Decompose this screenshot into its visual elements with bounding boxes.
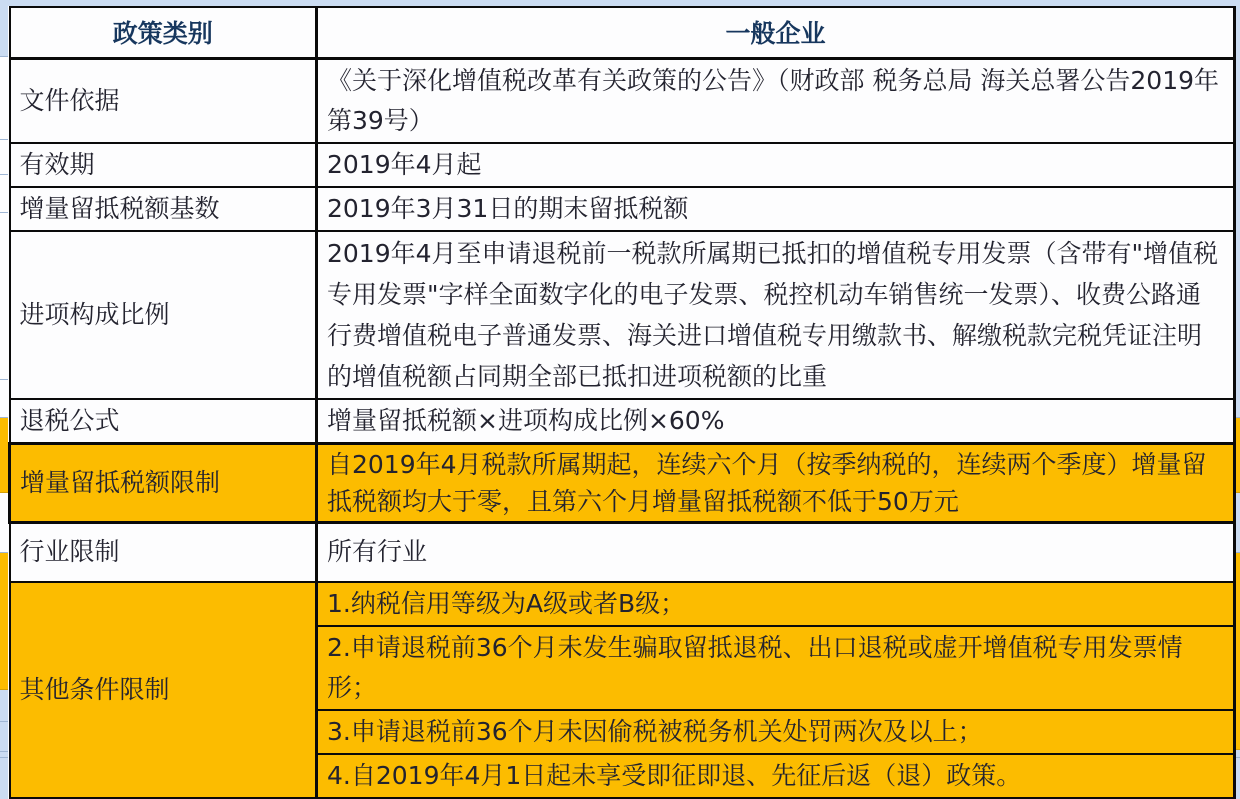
- table-header-row: [10, 7, 1235, 58]
- row-value-other-condition-2[interactable]: 2.申请退税前36个月未发生骗取留抵退税、出口退税或虚开增值税专用发票情形；: [317, 626, 1235, 710]
- row-label-validity-period[interactable]: 有效期: [10, 143, 317, 187]
- margin-cell: [0, 213, 8, 380]
- row-value-document-basis[interactable]: 《关于深化增值税改革有关政策的公告》（财政部 税务总局 海关总署公告2019年第39号）: [317, 58, 1235, 143]
- row-label-input-composition-ratio[interactable]: 进项构成比例: [10, 231, 317, 399]
- table-row-highlighted: [10, 582, 1235, 626]
- row-value-other-condition-4[interactable]: 4.自2019年4月1日起未享受即征即退、先征后返（退）政策。: [317, 754, 1235, 798]
- margin-cell: [0, 57, 8, 140]
- row-value-input-composition-ratio[interactable]: 2019年4月至申请退税前一税款所属期已抵扣的增值税专用发票（含带有"增值税专用发票"字样全面数字化的电子发票、税控机动车销售统一发票）、收费公路通行费增值税电子普通发票、海关进口增值税专用缴款书、解缴税款完税凭证注明的增值税额占同期全部已抵扣进项税额的比重: [317, 231, 1235, 399]
- margin-cell: [0, 553, 8, 690]
- margin-cell: [0, 140, 8, 175]
- table-row: [10, 187, 1235, 231]
- margin-cell: [0, 722, 8, 752]
- margin-cell: [0, 0, 8, 57]
- margin-cell: [0, 175, 8, 213]
- row-value-validity-period[interactable]: 2019年4月起: [317, 143, 1235, 187]
- row-value-industry-restriction[interactable]: 所有行业: [317, 522, 1235, 582]
- table-row: [10, 58, 1235, 143]
- row-value-other-condition-1[interactable]: 1.纳税信用等级为A级或者B级；: [317, 582, 1235, 626]
- table-row: [10, 399, 1235, 444]
- table-row: [10, 143, 1235, 187]
- row-label-document-basis[interactable]: 文件依据: [10, 58, 317, 143]
- row-label-incremental-credit-limit[interactable]: 增量留抵税额限制: [10, 443, 317, 522]
- header-col-policy-category[interactable]: 政策类别: [10, 7, 317, 58]
- margin-cell: [0, 380, 8, 418]
- row-value-other-condition-3[interactable]: 3.申请退税前36个月未因偷税被税务机关处罚两次及以上；: [317, 710, 1235, 754]
- row-label-industry-restriction[interactable]: 行业限制: [10, 522, 317, 582]
- margin-cell: [0, 418, 8, 493]
- policy-table: [8, 6, 1236, 799]
- row-value-refund-formula[interactable]: 增量留抵税额×进项构成比例×60%: [317, 399, 1235, 444]
- left-margin-cells: [0, 0, 8, 758]
- margin-cell: [0, 752, 8, 758]
- margin-cell: [0, 493, 8, 553]
- row-label-incremental-credit-base[interactable]: 增量留抵税额基数: [10, 187, 317, 231]
- table-row: [10, 522, 1235, 582]
- row-value-incremental-credit-limit[interactable]: 自2019年4月税款所属期起，连续六个月（按季纳税的，连续两个季度）增量留抵税额均大于零，且第六个月增量留抵税额不低于50万元: [317, 443, 1235, 522]
- row-label-other-conditions[interactable]: 其他条件限制: [10, 582, 317, 798]
- table-row-highlighted: [10, 443, 1235, 522]
- margin-cell: [0, 690, 8, 722]
- header-col-general-enterprise[interactable]: 一般企业: [317, 7, 1235, 58]
- table-row: [10, 231, 1235, 399]
- row-label-refund-formula[interactable]: 退税公式: [10, 399, 317, 444]
- row-value-incremental-credit-base[interactable]: 2019年3月31日的期末留抵税额: [317, 187, 1235, 231]
